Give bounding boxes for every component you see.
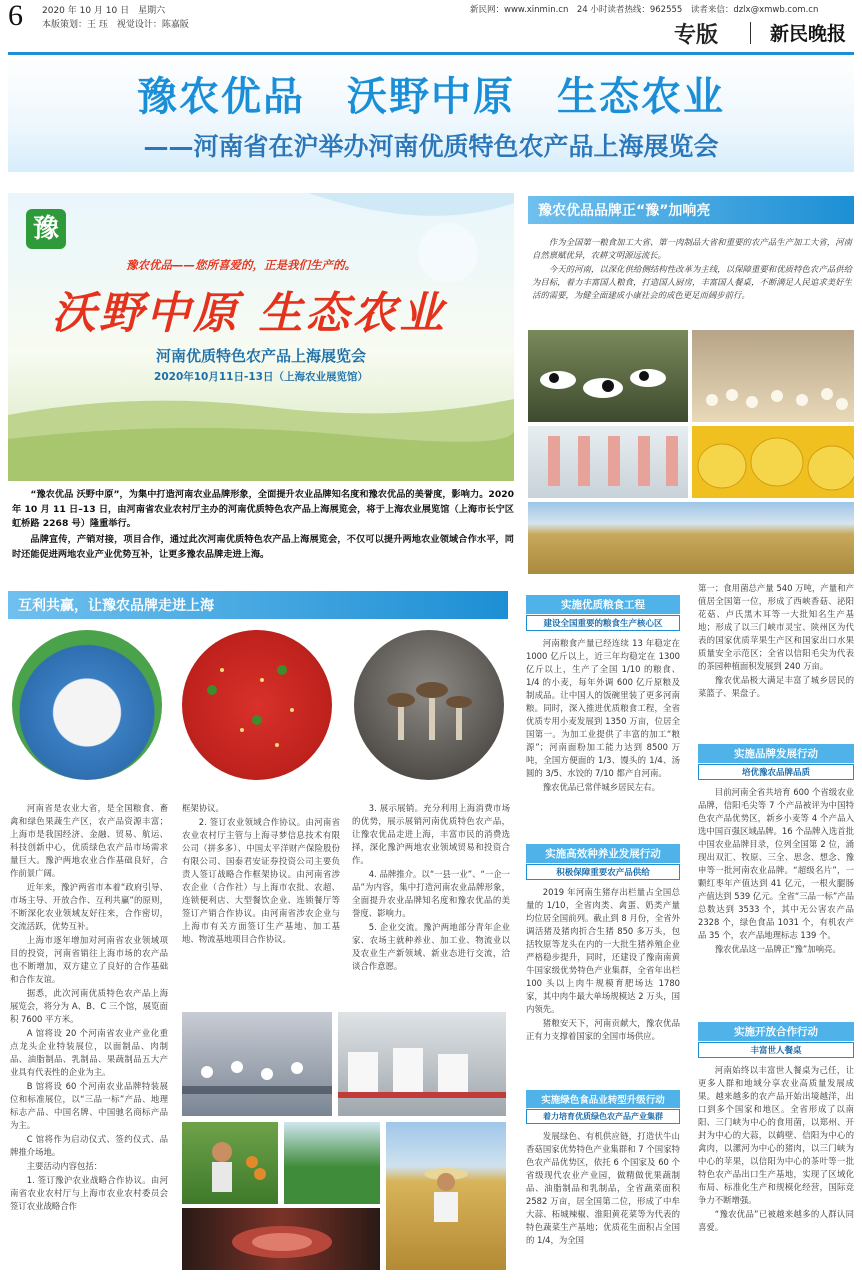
- article-paragraph: C 馆将作为启动仪式、签约仪式、品牌推介场地。: [10, 1134, 168, 1158]
- masthead-date: 2020 年 10 月 10 日 星期六: [42, 6, 166, 16]
- article-paragraph: A 馆将设 20 个河南省农业产业化重点龙头企业特装展位，以面制品、肉制品、油脂制品、乳制品、果蔬制品五大产业具有代表性的企业为主。: [10, 1028, 168, 1078]
- section-label: 专版: [674, 23, 719, 48]
- photo-mushrooms: [354, 630, 504, 780]
- article-paragraph: 据悉，此次河南优质特色农产品上海展览会，将分为 A、B、C 三个馆，展览面积 7600 平方米。: [10, 988, 168, 1025]
- article-col1: [10, 802, 168, 1214]
- article-paragraph: 框架协议。: [182, 803, 224, 813]
- masthead: [0, 0, 862, 46]
- photo-packaged-products: [12, 630, 162, 780]
- open-subtag: 丰富世人餐桌: [698, 1042, 854, 1058]
- article-paragraph: B 馆将设 60 个河南农业品牌特装展位和标准展位，以“三品一标”产品、地理标志产品、中国名牌、中国驰名商标产品为主。: [10, 1081, 168, 1131]
- article-paragraph: 2019 年河南生猪存出栏量占全国总量的 1/10，全省肉类、禽蛋、奶类产量均位居全国前列。截止到 8 月份，全省外调活猪及猪肉折合生猪 850 多万头，包括牧原等龙头在内的一大批生猪养殖企业严格稳步提升，同时，还建设了豫南南黄牛国家级优势特色产业集群，全省年出栏 100 头以上肉牛规模育肥场达 1780 家，其中肉牛最大单场规模达 2 万头，国内领先。: [526, 887, 680, 1015]
- banner-subtitle: ——河南省在沪举办河南优质特色农产品上海展览会: [143, 132, 719, 161]
- masthead-website: 新民网：www.xinmin.cn 24 小时读者热线：962555 读者来信：dzlx@xmwb.com.cn: [470, 5, 819, 15]
- intro-paragraph: “豫农优品 沃野中原”，为集中打造河南农业品牌形象，全面提升农业品牌知名度和豫农优品的美誉度，影响力。2020 年 10 月 11 日–13 日，由河南省农业农村厅主办的河南优质特色农产品上海展览会，将于上海农业展览馆（上海市长宁区虹桥路 2268 号）隆重举行。: [12, 489, 514, 530]
- photo-wheat-harvest-farmer: [386, 1122, 506, 1270]
- article-paragraph: 猪粮安天下，河南贡献大，豫农优品正有力支撑着国家的全国市场供应。: [526, 1018, 680, 1042]
- livestock-tag: 实施高效种养业发展行动: [526, 844, 680, 863]
- article-col3: [352, 802, 510, 974]
- grain-section: [526, 595, 680, 795]
- photo-strawberries: [182, 630, 332, 780]
- grain-text: [526, 637, 680, 794]
- article-paragraph: 上海市逐年增加对河南省农业领域项目的投资，河南省销往上海市场的农产品也不断增加，双方建立了良好的合作基础和合作友谊。: [10, 935, 168, 985]
- brand-action-subtag: 培优豫农品牌品质: [698, 764, 854, 780]
- banner: [8, 52, 854, 172]
- livestock-text: [526, 886, 680, 1043]
- article-paragraph: “豫农优品”已被越来越多的人群认同喜爱。: [698, 1209, 854, 1233]
- brand-heading: 豫农优品品牌正“豫”加响亮: [528, 196, 854, 224]
- photo-melons: [692, 426, 854, 498]
- article-paragraph: 2. 签订农业领域合作协议。由河南省农业农村厅主管与上海寻梦信息技术有限公司（拼多多）、中国太平洋财产保险股份有限公司、国泰君安证券投资公司主要负责人签订战略合作框架协议。由河南省涉农企业（合作社）与上海市农批、农超、连锁便利店、大型餐饮企业、连锁餐厅等签订产销合作协议。由河南省涉农企业与上海市有关方面签订生产基地、加工基地、物流基地项目合作协议。: [182, 817, 340, 945]
- photo-greenhouse: [284, 1122, 380, 1204]
- brand-paragraph: 今天的河南，以深化供给侧结构性改革为主线，以保障重要和优质特色农产品供给为目标，着力丰富国人粮食，打造国人厨房，丰富国人餐桌，不断满足人民追求美好生活的需要，为健全面建成小康社会的成色更足而阔步前行。: [532, 264, 852, 301]
- photo-dairy-cows: [528, 330, 688, 422]
- article-paragraph: 3. 展示展销。充分利用上海消费市场的优势，展示展销河南优质特色农产品，让豫农优品走进上海，丰富市民的消费选择，深化豫沪两地农业领域贸易和投资合作。: [352, 803, 510, 866]
- article-paragraph: 豫农优品这一品牌正“豫”加响亮。: [714, 944, 841, 955]
- brand-text: [532, 236, 852, 303]
- brand-action-text: [698, 786, 854, 956]
- page-number: 6: [8, 0, 23, 32]
- poster-dates: 2020年10月11日-13日（上海农业展览馆）: [154, 371, 368, 383]
- masthead-editors: 本版策划：王 珏 视觉设计：陈嘉阪: [42, 20, 189, 30]
- poster-event-name: 河南优质特色农产品上海展览会: [155, 347, 366, 365]
- article-paragraph: 近年来，豫沪两省市本着“政府引导、市场主导、开放合作、互利共赢”的原则，不断深化农业领域友好往来，合作密切，交流活跃，优势互补。: [10, 882, 168, 932]
- article-paragraph: 4. 品牌推介。以“一县一业”、“一企一品”为内容，集中打造河南农业品牌形象，全面提升农业品牌知名度和豫农优品的美誉度、影响力。: [352, 869, 510, 919]
- brand-action-section: [698, 744, 854, 957]
- green-tag: 实施绿色食品业转型升级行动: [526, 1090, 680, 1108]
- article-paragraph: 河南粮食产量已经连续 13 年稳定在 1000 亿斤以上，近三年均稳定在 1300 亿斤以上，生产了全国 1/10 的粮食、1/4 的小麦，每年外调 600 亿斤原粮及制成品。让中国人的饭碗里装了更多河南粮。同时，深入推进优质粮食工程，全省优质专用小麦发展到 1350 万亩，位居全国第一。为加工业提供了丰富的加工“粮源”；河南面粉加工能力达到 8500 万吨，全国方便面的 1/3、馒头的 1/4、汤圆的 3/5、水饺的 7/10 都产自河南。: [526, 638, 680, 779]
- photo-food-processing: [338, 1012, 506, 1116]
- open-text: [698, 1064, 854, 1234]
- open-section: [698, 1022, 854, 1235]
- brand-paragraph: 作为全国第一粮食加工大省、第一肉制品大省和重要的农产品生产加工大省，河南自然禀赋优异，农耕文明源远流长。: [532, 237, 852, 261]
- photo-ham-slicing: [182, 1208, 380, 1270]
- article-col5: [698, 582, 854, 701]
- poster-headline: 沃野中原 生态农业: [52, 288, 447, 339]
- article-paragraph: 主要活动内容包括：: [26, 1161, 103, 1172]
- poster: [8, 193, 514, 481]
- article-paragraph: 目前河南全省共培育 600 个省级农业品牌，信阳毛尖等 7 个产品被评为中国特色农产品优势区，新乡小麦等 4 个产品入选中国百强区域品牌。16 个品牌入选首批中国农业品牌目录，位列全国第 2 位，涌现出双汇、牧原、三全、思念、想念、豫申等一批河南农业品牌。“超级名片”，一颗红枣年产值达到 41 亿元，一根火腿肠产值达到 539 亿元。全省“三品一标”产品总数达到 3533 个，其中无公害农产品 2328 个，绿色食品 1031 个，有机农产品 35 个，农产品地理标志 139 个。: [698, 787, 854, 941]
- photo-farmer-harvest: [182, 1122, 278, 1204]
- banner-title: 豫农优品 沃野中原 生态农业: [137, 74, 725, 120]
- grain-subtag: 建设全国重要的粮食生产核心区: [526, 615, 680, 631]
- photo-meat-processing: [528, 426, 688, 498]
- photo-factory-line: [182, 1012, 332, 1116]
- photo-wheat-field: [528, 502, 854, 574]
- masthead-divider: [750, 22, 751, 44]
- paper-name: 新民晚报: [770, 23, 847, 45]
- photo-poultry-farm: [692, 330, 854, 422]
- green-text: [526, 1130, 680, 1247]
- article-paragraph: 河南始终以丰富世人餐桌为己任，让更多人群和地域分享农业高质量发展成果。越来越多的农产品开始出境越洋，出口到多个国家和地区。全省形成了以南阳、三门峡为中心的食用菌，以郑州、开封为中心的大蒜，以鹤壁、信阳为中心的禽肉，以漯河为中心的猪肉，以三门峡为中心的苹果，以信阳为中心的茶叶等一批特色农产品出口生产基地，实现了区域化布局、标准化生产和规模化经营，国际竞争力不断增强。: [698, 1065, 854, 1206]
- article-paragraph: 发展绿色、有机供应链，打造伏牛山香菇国家优势特色产业集群和 7 个国家特色农产品优势区，依托 6 个国家及 60 个省级现代农业产业园，做精做优果蔬制品、油脂制品和乳制品，全省蔬菜面积 2582 万亩，居全国第二位，形成了中牟大蒜、柘城辣椒、淮阳黄花菜等为代表的特色蔬菜生产基地；优质花生面积占全国的 1/4，为全国: [526, 1131, 680, 1246]
- article-paragraph: 河南省是农业大省，是全国粮食、畜禽和绿色果蔬生产区，农产品资源丰富；上海市是我国经济、金融、贸易、航运、科技创新中心，优质绿色农产品市场需求量巨大。豫沪两地农业合作基础良好，合作前景广阔。: [10, 803, 168, 879]
- article-paragraph: 豫农优品极大满足丰富了城乡居民的菜篮子、果盘子。: [698, 675, 854, 699]
- grain-tag: 实施优质粮食工程: [526, 595, 680, 614]
- poster-slogan: 豫农优品——您所喜爱的，正是我们生产的。: [126, 258, 356, 272]
- article-col2: [182, 802, 340, 947]
- article-paragraph: 豫农优品已常伴城乡居民左右。: [542, 782, 661, 793]
- article-paragraph: 第一；食用菌总产量 540 万吨，产量和产值居全国第一位，形成了西峡香菇、泌阳花菇、卢氏黑木耳等一大批知名生产基地；形成了以三门峡市灵宝、陕州区为代表的国家优质苹果生产区和国家出口水果质量安全示范区；全省以信阳毛尖为代表的茶园种植面积发展到 240 万亩。: [698, 583, 854, 672]
- article-paragraph: 1. 签订豫沪农业战略合作协议。由河南省农业农村厅与上海市农业农村委员会签订农业战略合作: [10, 1175, 168, 1212]
- green-subtag: 着力培育优质绿色农产品产业集群: [526, 1109, 680, 1124]
- open-tag: 实施开放合作行动: [698, 1022, 854, 1041]
- brand-action-tag: 实施品牌发展行动: [698, 744, 854, 763]
- green-section: [526, 1090, 680, 1248]
- intro-paragraph: 品牌宣传，产销对接，项目合作，通过此次河南优质特色农产品上海展览会，不仅可以提升两地农业领域合作水平，同时还能促进两地农业产业优势互补，让更多豫农品牌走进上海。: [12, 534, 514, 560]
- article-paragraph: 5. 企业交流。豫沪两地部分青年企业家、农场主就种养业、加工业、物流业以及农业生产新领域、新业态进行交流，洽谈合作意愿。: [352, 922, 510, 972]
- livestock-section: [526, 844, 680, 1044]
- poster-logo-icon: 豫: [26, 209, 66, 249]
- intro-text: [12, 488, 514, 564]
- livestock-subtag: 积极保障重要农产品供给: [526, 864, 680, 880]
- cooperation-heading: 互利共赢，让豫农品牌走进上海: [8, 591, 508, 619]
